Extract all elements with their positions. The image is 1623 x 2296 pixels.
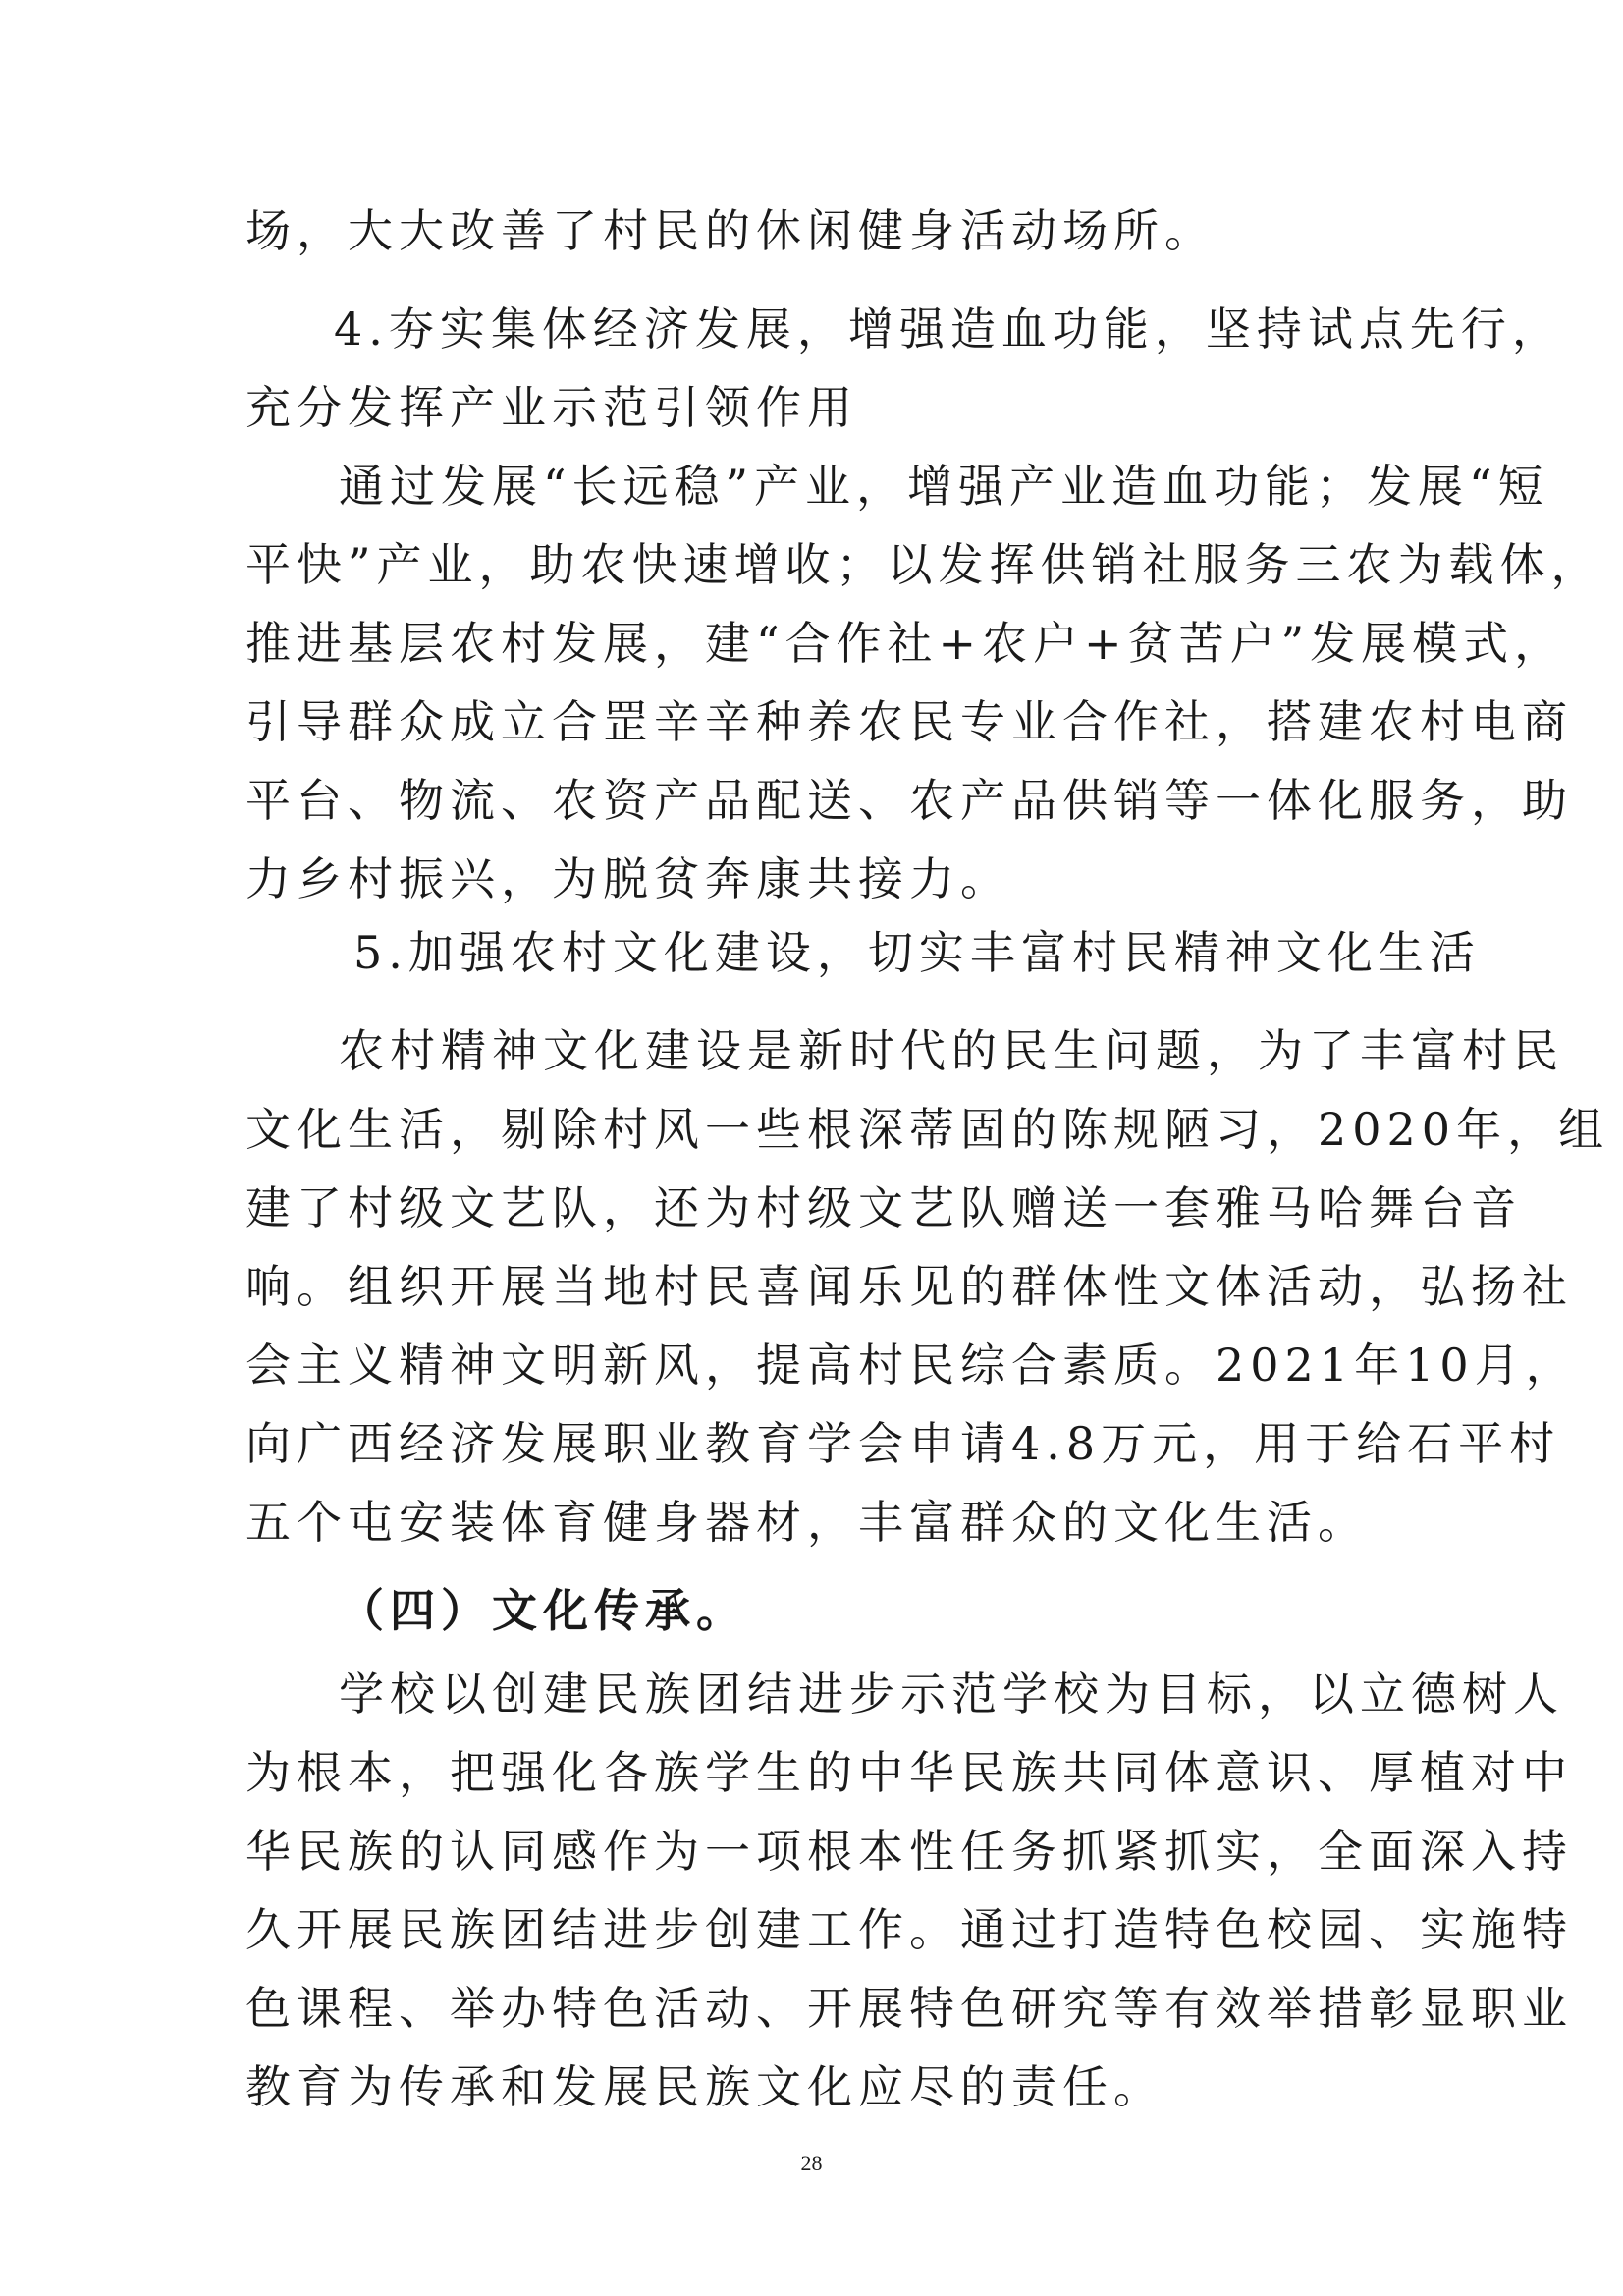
section-heading-4: 4.夯实集体经济发展，增强造血功能，坚持试点先行， (334, 302, 1563, 355)
text-line: 学校以创建民族团结进步示范学校为目标，以立德树人 (339, 1667, 1564, 1721)
text-line: 久开展民族团结进步创建工作。通过打造特色校园、实施特 (245, 1903, 1573, 1956)
text-line: 场，大大改善了村民的休闲健身活动场所。 (245, 204, 1216, 257)
text-line: 引导群众成立合罡辛辛种养农民专业合作社，搭建农村电商 (245, 695, 1573, 748)
text-line: 响。组织开展当地村民喜闻乐见的群体性文体活动，弘扬社 (245, 1260, 1573, 1313)
section-heading-5: 5.加强农村文化建设，切实丰富村民精神文化生活 (353, 926, 1481, 979)
text-line: 平台、物流、农资产品配送、农产品供销等一体化服务，助 (245, 774, 1573, 827)
text-line: 会主义精神文明新风，提高村民综合素质。2021年10月， (245, 1339, 1577, 1392)
text-line: 五个屯安装体育健身器材，丰富群众的文化生活。 (245, 1496, 1369, 1549)
text-line: 农村精神文化建设是新时代的民生问题，为了丰富村民 (339, 1024, 1564, 1077)
section-heading-four: （四）文化传承。 (339, 1584, 747, 1637)
text-line: 力乡村振兴，为脱贫奔康共接力。 (245, 852, 1011, 905)
text-line: 推进基层农村发展，建“合作社+农户+贫苦户”发展模式， (245, 617, 1566, 670)
text-line: 为根本，把强化各族学生的中华民族共同体意识、厚植对中 (245, 1746, 1573, 1799)
text-line: 平快”产业，助农快速增收；以发挥供销社服务三农为载体， (245, 538, 1602, 591)
text-line: 华民族的认同感作为一项根本性任务抓紧抓实，全面深入持 (245, 1825, 1573, 1878)
text-line: 向广西经济发展职业教育学会申请4.8万元，用于给石平村 (245, 1417, 1561, 1470)
text-line: 教育为传承和发展民族文化应尽的责任。 (245, 2060, 1164, 2113)
text-line: 建了村级文艺队，还为村级文艺队赠送一套雅马哈舞台音 (245, 1181, 1522, 1234)
page-number: 28 (800, 2151, 823, 2175)
text-line: 色课程、举办特色活动、开展特色研究等有效举措彰显职业 (245, 1982, 1573, 2035)
text-line: 文化生活，剔除村风一些根深蒂固的陈规陋习，2020年，组 (245, 1103, 1610, 1156)
text-line: 通过发展“长远稳”产业，增强产业造血功能；发展“短 (339, 460, 1549, 513)
text-line: 充分发挥产业示范引领作用 (245, 381, 858, 434)
